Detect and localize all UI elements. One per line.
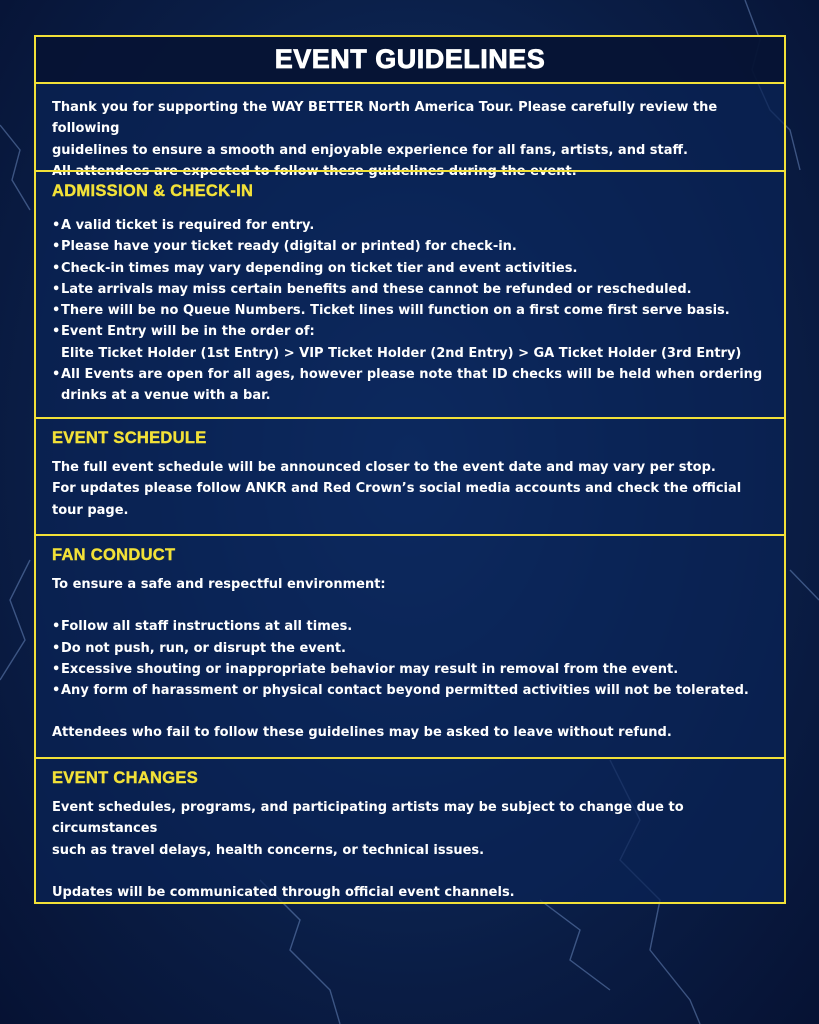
list-item-ages [52, 364, 777, 407]
conduct-lead: To ensure a safe and respectful environment: [52, 577, 386, 592]
changes-text [52, 797, 777, 903]
intro-line: All attendees are expected to follow these guidelines during the event. [52, 163, 577, 179]
title-bar [36, 37, 784, 82]
schedule-line: For updates please follow ANKR and Red Crown’s social media accounts and check the official [52, 481, 742, 497]
conduct-section [36, 534, 784, 757]
ages-lead: All Events are open for all ages, however please note that ID checks will be held when ordering [61, 367, 763, 383]
intro-line: Thank you for supporting the WAY BETTER North America Tour. Please carefully review the following [52, 100, 718, 137]
conduct-heading: FAN CONDUCT [52, 546, 176, 564]
conduct-list [52, 616, 777, 701]
schedule-heading: EVENT SCHEDULE [52, 429, 207, 447]
intro-section [36, 82, 784, 179]
page-title: EVENT GUIDELINES [274, 44, 546, 74]
admission-heading: ADMISSION & CHECK-IN [52, 182, 254, 200]
list-item: • Late arrivals may miss certain benefits and these cannot be refunded or rescheduled. [52, 279, 777, 300]
schedule-line: tour page. [52, 502, 129, 518]
list-item: • Do not push, run, or disrupt the event. [52, 638, 777, 659]
list-item: • A valid ticket is required for entry. [52, 215, 777, 236]
entry-order-detail: Elite Ticket Holder (1st Entry) > VIP Ticket Holder (2nd Entry) > GA Ticket Holder (3rd Entry) [61, 345, 742, 361]
guidelines-panel [34, 35, 786, 904]
list-item: • Any form of harassment or physical contact beyond permitted activities will not be tolerated. [52, 680, 777, 701]
list-item-entry-order [52, 321, 777, 364]
list-item: • There will be no Queue Numbers. Ticket lines will function on a first come first serve basis. [52, 300, 777, 321]
conduct-closing: Attendees who fail to follow these guidelines may be asked to leave without refund. [52, 725, 672, 741]
changes-line: Event schedules, programs, and participating artists may be subject to change due to circumstances [52, 800, 684, 837]
conduct-text [52, 574, 777, 744]
admission-section [36, 170, 784, 417]
list-item: • Please have your ticket ready (digital or printed) for check-in. [52, 236, 777, 257]
schedule-section [36, 417, 784, 534]
changes-section [36, 757, 784, 902]
ages-cont: drinks at a venue with a bar. [61, 388, 271, 404]
intro-line: guidelines to ensure a smooth and enjoyable experience for all fans, artists, and staff. [52, 142, 688, 158]
admission-list [52, 215, 777, 407]
changes-heading: EVENT CHANGES [52, 769, 199, 787]
admission-list-wrap [52, 215, 777, 407]
list-item: • Follow all staff instructions at all times. [52, 616, 777, 637]
list-item: • Check-in times may vary depending on ticket tier and event activities. [52, 258, 777, 279]
entry-order-lead: Event Entry will be in the order of: [61, 324, 315, 340]
changes-line: such as travel delays, health concerns, or technical issues. [52, 842, 485, 858]
list-item: • Excessive shouting or inappropriate behavior may result in removal from the event. [52, 659, 777, 680]
schedule-line: The full event schedule will be announced closer to the event date and may vary per stop. [52, 460, 716, 475]
schedule-text [52, 457, 777, 521]
changes-closing: Updates will be communicated through official event channels. [52, 884, 515, 900]
